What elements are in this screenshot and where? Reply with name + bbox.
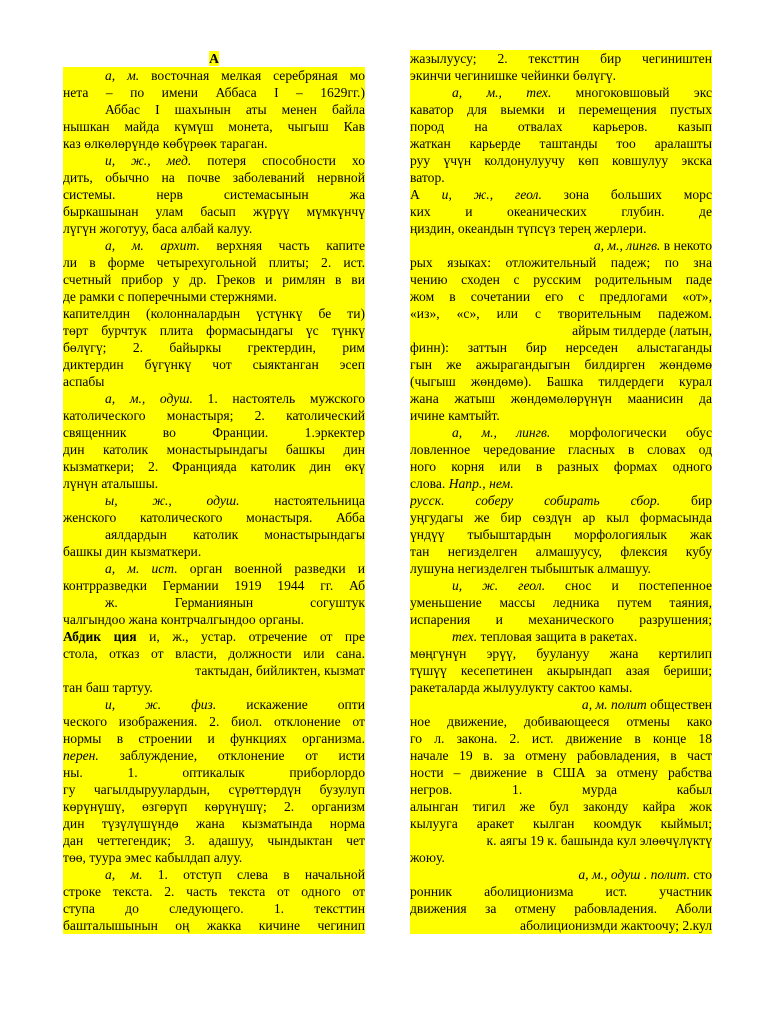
right-line: начале 19 в. за отмену рабовладения, в част <box>410 748 712 763</box>
left-line: диктердин бүгүнкү чот сыяктанган эсеп <box>63 357 365 372</box>
right-line: гын же ажырагандыгын билдирген жөндөмө <box>410 357 712 372</box>
right-line: А и, ж., геол. зона больших морс <box>410 187 712 202</box>
left-line: аспабы <box>63 373 365 390</box>
right-column <box>410 50 712 934</box>
left-line: көрүнүшү, өзгөрүп көрүнүшү; 2. организм <box>63 799 365 814</box>
right-line: экинчи чегинишке чейинки бөлүгү. <box>410 67 712 84</box>
left-line: тан баш тартуу. <box>63 679 365 696</box>
left-line: ли в форме четырехугольной плиты; 2. ист. <box>63 255 365 270</box>
left-line: тактыдан, бийликтен, кызмат <box>63 662 365 679</box>
left-line: нета – по имени Аббаса I – 1629гг.) <box>63 85 365 100</box>
right-line: каватор для выемки и перемещения пустых <box>410 102 712 117</box>
right-line: финн): заттын бир нерседен алыстаганды <box>410 340 712 355</box>
right-line: чению сходен с русским родительным паде <box>410 272 712 287</box>
right-line: ности – движение в США за отмену рабства <box>410 765 712 780</box>
left-line: и, ж. физ. искажение опти <box>63 696 365 713</box>
right-line: а, м., одуш . полит. сто <box>410 866 712 883</box>
right-line: жом в сочетании его с предлогами «от», <box>410 289 712 304</box>
left-line: чалгындоо жана контрчалгындоо органы. <box>63 611 365 628</box>
left-line: башкы дин кызматкери. <box>63 543 365 560</box>
right-line: уменьшение массы ледника путем таяния, <box>410 595 712 610</box>
right-line: жаткан карьерде таштанды тоо аралашты <box>410 136 712 151</box>
right-line: испарения и механического разрушения; <box>410 612 712 627</box>
right-line: и, ж. геол. снос и постепенное <box>410 577 712 594</box>
right-line: слова. Напр., нем. <box>410 475 712 492</box>
right-line: рых языках: отложительный падеж; по зна <box>410 255 712 270</box>
left-line: а, м. архит. верхняя часть капите <box>63 237 365 254</box>
right-line: тан негизделген алмашуусу, флексия кубу <box>410 544 712 559</box>
right-line: ких и океанических глубин. де <box>410 204 712 219</box>
left-line: ж. Германиянын согуштук <box>63 594 365 611</box>
left-line: башталышынын оң жакка кичине чегинип <box>63 918 365 933</box>
right-line: мөңгүнүн эрүү, буулануу жана кертилип <box>410 646 712 661</box>
right-line: (чыгыш жөндөмө). Башка тилдердеги курал <box>410 374 712 389</box>
left-line: быркашынан улам басып жүрүү мүмкүнчү <box>63 204 365 219</box>
left-line: а, м. ист. орган военной разведки и <box>63 560 365 577</box>
right-line: негров. 1. мурда кабыл <box>410 782 712 797</box>
left-line: дан четтегендик; 3. адашуу, чындыктан чет <box>63 833 365 848</box>
left-line: бөлүгү; 2. байыркы гректердин, рим <box>63 340 365 355</box>
right-line: жоюу. <box>410 849 712 866</box>
right-line: ракеталарда жылуулукту сактоо камы. <box>410 679 712 696</box>
right-line: ловленное чередование гласных в словах од <box>410 442 712 457</box>
left-line: женского католического монастыря. Абба <box>63 510 365 525</box>
left-line: каз өлкөлөрүндө көбүрөөк тараган. <box>63 135 365 152</box>
right-line: а, м. полит общеcтвен <box>410 696 712 713</box>
left-line: лүгүн жоготуу, баса албай калуу. <box>63 220 365 237</box>
left-line: дин түзүлүшүндө жана кызматында норма <box>63 816 365 831</box>
right-line: «из», «с», или с творительным падежом. <box>410 306 712 321</box>
right-line: а, м., тех. многоковшовый экс <box>410 84 712 101</box>
right-line: движения за отмену рабовладения. Аболи <box>410 901 712 916</box>
left-line: строке текста. 2. часть текста от одного от <box>63 884 365 899</box>
right-line: ное движение, добивающееся отмены како <box>410 714 712 729</box>
left-line: а, м. восточная мелкая серебряная мо <box>63 67 365 84</box>
right-line: ичине камтыйт. <box>410 407 712 424</box>
right-line: аболиционизмди жактоочу; 2.кул <box>410 917 712 934</box>
right-line: ватор. <box>410 169 712 186</box>
right-line: алынган тигил же бул законду кайра жок <box>410 799 712 814</box>
left-line: а, м., одуш. 1. настоятель мужского <box>63 390 365 407</box>
right-line: руу үчүн колдонулуучу көп ковшулуу экска <box>410 153 712 168</box>
right-line: кылууга аракет кылган коомдук кыймыл; <box>410 816 712 831</box>
right-line: ного корня или в разных формах одного <box>410 459 712 474</box>
left-line: и, ж., мед. потеря способности хо <box>63 152 365 169</box>
left-line: Абдик ция и, ж., устар. отречение от пре <box>63 629 365 644</box>
left-line: священник во Франции. 1.эркектер <box>63 425 365 440</box>
left-line: төө, туура эмес кабылдап алуу. <box>63 849 365 866</box>
right-line: тех. тепловая защита в ракетах. <box>410 628 712 645</box>
left-line: А <box>209 51 219 66</box>
left-line: ступа до следующего. 1. тексттин <box>63 901 365 916</box>
left-line: ны. 1. оптикалык приборлордо <box>63 765 365 780</box>
right-line: пород на отвалах карьеров. казып <box>410 119 712 134</box>
right-line: лушуна негизделген тыбыштык алмашуу. <box>410 560 712 577</box>
left-line: системы. нерв системасынын жа <box>63 187 365 202</box>
right-line: уңгудагы же бир сөздүн ар кыл формасында <box>410 510 712 525</box>
left-line: католического монастыря; 2. католический <box>63 408 365 423</box>
right-line: к. аягы 19 к. башында кул элөөчүлүктү <box>410 832 712 849</box>
left-line: ческого изображения. 2. биол. отклонение от <box>63 714 365 729</box>
left-line: дить, обычно на почве заболеваний нервной <box>63 170 365 185</box>
right-line: жазылуусу; 2. тексттин бир чегиништен <box>410 51 712 66</box>
right-line: а, м., лингв. морфологически обус <box>410 424 712 441</box>
left-line: ы, ж., одуш. настоятельница <box>63 492 365 509</box>
right-line: жана жатыш жөндөмөлөрүнүн маанисин да <box>410 391 712 406</box>
left-line: Аббас I шахынын аты менен байла <box>63 101 365 118</box>
left-line: нормы в строении и функциях организма. <box>63 731 365 746</box>
left-line: де рамки с поперечными стержнями. <box>63 288 365 305</box>
left-line: төрт бурчтук плита формасындагы үс түнкү <box>63 323 365 338</box>
left-line: дин католик монастырындагы башкы дин <box>63 442 365 457</box>
left-line: аялдардын католик монастырындагы <box>63 526 365 543</box>
right-line: үндүү тыбыштардын морфологиялык жак <box>410 527 712 542</box>
left-line: нышкан майда күмүш монета, чыгыш Кав <box>63 119 365 134</box>
right-line: ронник аболиционизма ист. участник <box>410 884 712 899</box>
right-line: а, м., лингв. в некото <box>410 237 712 254</box>
left-line: контрразведки Германии 1919 1944 гг. Аб <box>63 578 365 593</box>
right-line: го л. закона. 2. ист. движение в конце 18 <box>410 731 712 746</box>
left-line: стола, отказ от власти, должности или сана. <box>63 646 365 661</box>
left-line: кызматкери; 2. Францияда католик дин өкү <box>63 459 365 474</box>
right-line: русск. соберу собирать сбор. бир <box>410 493 712 508</box>
left-line: перен. заблуждение, отклонение от исти <box>63 748 365 763</box>
right-line: ңиздин, океандын түпсүз терең жерлери. <box>410 220 712 237</box>
left-line: счетный прибор у др. Греков и римлян в ви <box>63 272 365 287</box>
left-line: а, м. 1. отступ слева в начальной <box>63 866 365 883</box>
left-line: гу чагылдыруулардын, сүрөттөрдүн бузулуп <box>63 782 365 797</box>
right-line: айрым тилдерде (латын, <box>410 322 712 339</box>
right-line: түшүү кесепетинен акырындап азая бериши; <box>410 663 712 678</box>
left-column <box>63 50 365 934</box>
left-line: лүнүн аталышы. <box>63 475 365 492</box>
left-line: капителдин (колонналардын үстүнкү бе ти) <box>63 306 365 321</box>
